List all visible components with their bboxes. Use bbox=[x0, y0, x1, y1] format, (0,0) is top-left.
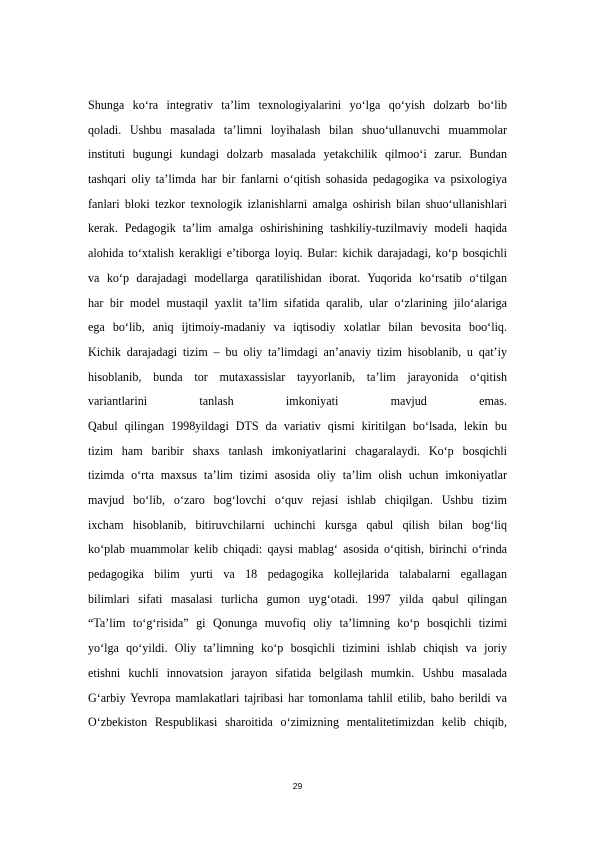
text-line: instituti bugungi kundagi dolzarb masalada yetakchilik qilmoo‘i zarur. Bundan bbox=[88, 147, 507, 162]
text-line: tizim ham baribir shaxs tanlash imkoniyatlarini chagaralaydi. Ko‘p bosqichli bbox=[88, 443, 507, 458]
text-line: ko‘plab muammolar kelib chiqadi: qaysi mablag‘ asosida o‘qitish, birinchi o‘rinda bbox=[88, 542, 507, 557]
text-line: pedagogika bilim yurti va 18 pedagogika kollejlarida talabalarni egallagan bbox=[88, 567, 507, 582]
text-line: hisoblanib, bunda tor mutaxassislar tayyorlanib, ta’lim jarayonida o‘qitish bbox=[88, 369, 507, 384]
text-line: kerak. Pedagogik ta’lim amalga oshirishining tashkiliy-tuzilmaviy modeli haqida bbox=[88, 221, 507, 236]
text-line: etishni kuchli innovatsion jarayon sifatida belgilash mumkin. Ushbu masalada bbox=[88, 665, 507, 680]
text-line: tashqari oliy ta’limda har bir fanlarni o‘qitish sohasida pedagogika va psixologiya bbox=[88, 172, 507, 187]
text-line: alohida to‘xtalish kerakligi e’tiborga loyiq. Bular: kichik darajadagi, ko‘p bosqichli bbox=[88, 246, 507, 261]
text-line: fanlari bloki tezkor texnologik izlanishlarni amalga oshirish bilan shuo‘ullanishlari bbox=[88, 196, 507, 211]
text-line: har bir model mustaqil yaxlit ta’lim sifatida qaralib, ular o‘zlarining jilo‘alariga bbox=[88, 295, 507, 310]
text-line: Qabul qilingan 1998yildagi DTS da variativ qismi kiritilgan bo‘lsada, lekin bu bbox=[88, 418, 507, 433]
text-line: “Ta’lim to‘g‘risida” gi Qonunga muvofiq oliy ta’limning ko‘p bosqichli tizimi bbox=[88, 616, 507, 631]
text-line: mavjud bo‘lib, o‘zaro bog‘lovchi o‘quv rejasi ishlab chiqilgan. Ushbu tizim bbox=[88, 493, 507, 507]
text-line: ega bo‘lib, aniq ijtimoiy-madaniy va iqtisodiy xolatlar bilan bevosita boo‘liq. bbox=[88, 320, 507, 335]
text-line: va ko‘p darajadagi modellarga qaratilishidan iborat. Yuqorida ko‘rsatib o‘tilgan bbox=[88, 270, 507, 285]
text-line: yo‘lga qo‘yildi. Oliy ta’limning ko‘p bosqichli tizimini ishlab chiqish va joriy bbox=[88, 641, 507, 656]
text-line: ixcham hisoblanib, bitiruvchilarni uchinchi kursga qabul qilish bilan bog‘liq bbox=[88, 517, 507, 532]
page-number: 29 bbox=[292, 781, 303, 791]
body-text bbox=[88, 93, 507, 735]
text-line: bilimlari sifati masalasi turlicha gumon uyg‘otadi. 1997 yilda qabul qilingan bbox=[88, 591, 507, 606]
text-line: variantlarini tanlash imkoniyati mavjud emas. bbox=[88, 394, 507, 409]
text-line: tizimda o‘rta maxsus ta’lim tizimi asosida oliy ta’lim olish uchun imkoniyatlar bbox=[88, 468, 507, 483]
text-line: Kichik darajadagi tizim – bu oliy ta’limdagi an’anaviy tizim hisoblanib, u qat’iy bbox=[88, 344, 507, 359]
text-line: O‘zbekiston Respublikasi sharoitida o‘zimizning mentalitetimizdan kelib chiqib, bbox=[88, 715, 507, 730]
text-line: G‘arbiy Yevropa mamlakatlari tajribasi har tomonlama tahlil etilib, baho berildi va bbox=[88, 690, 507, 705]
text-line: qoladi. Ushbu masalada ta’limni loyihalash bilan shuo‘ullanuvchi muammolar bbox=[88, 122, 507, 137]
text-line: Shunga ko‘ra integrativ ta’lim texnologiyalarini yo‘lga qo‘yish dolzarb bo‘lib bbox=[88, 98, 507, 112]
